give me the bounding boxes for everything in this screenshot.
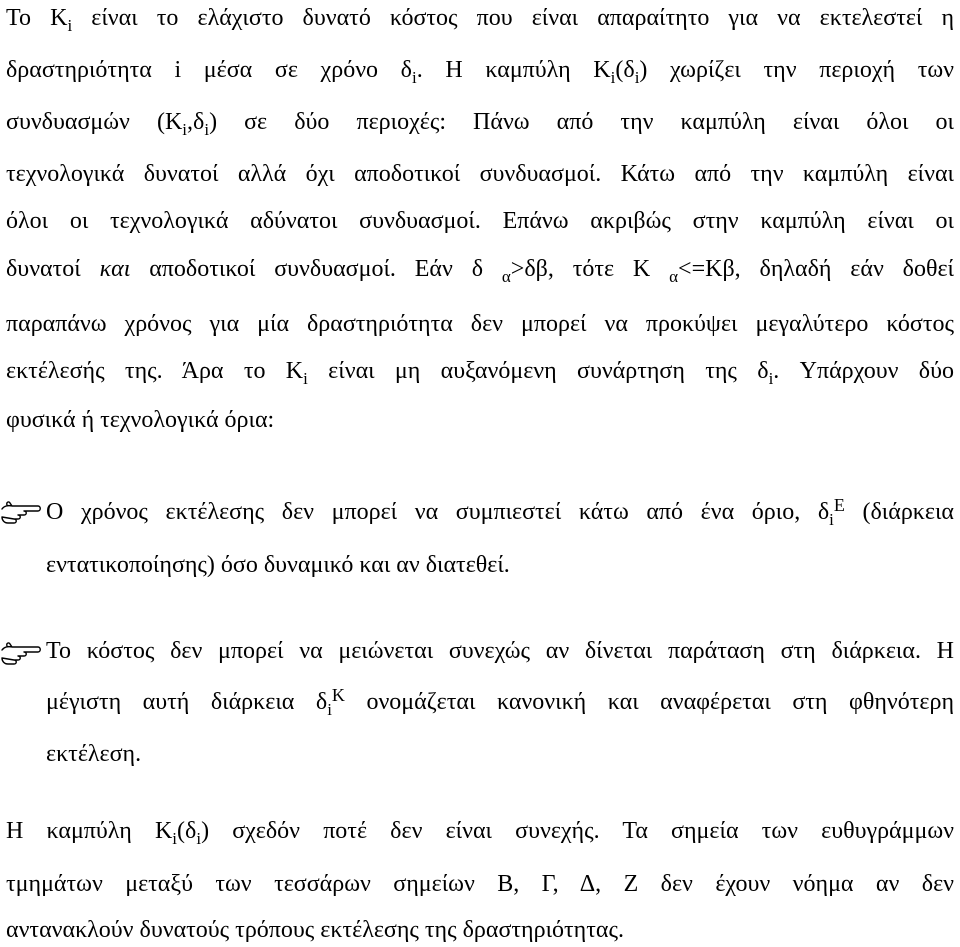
paragraph1-line4: τεχνολογικά δυνατοί αλλά όχι αποδοτικοί συνδυασμοί. Κάτω από την καμπύλη είναι [6,161,954,187]
paragraph1-line2: δραστηριότητα i μέσα σε χρόνο $\delta_i$. Η καμπύλη $K_i(\delta_i)$ χωρίζει την περιοχή των [6,57,954,87]
bullet2-line3: εκτέλεση. [46,741,142,767]
paragraph2-line1: Η καμπύλη $K_i(\delta_i)$ σχεδόν ποτέ δεν είναι συνεχής. Τα σημεία των ευθυγράμμων [6,818,955,848]
paragraph1-line3: συνδυασμών $(K_i,\delta_i)$ σε δύο περιοχές: Πάνω από την καμπύλη είναι όλοι οι [6,109,954,139]
bullet1-line1: Ο χρόνος εκτέλεσης δεν μπορεί να συμπιεστεί κάτω από ένα όριο, $\delta_i^E$ (διάρκεια [46,495,955,529]
pointing-hand-icon [0,641,42,667]
paragraph2-line3: αντανακλούν δυνατούς τρόπους εκτέλεσης της δραστηριότητας. [6,917,624,943]
paragraph1-line9: φυσικά ή τεχνολογικά όρια: [6,407,275,433]
bullet2-line1: Το κόστος δεν μπορεί να μειώνεται συνεχώς αν δίνεται παράταση στη διάρκεια. Η [46,638,954,664]
bullet2-line2: μέγιστη αυτή διάρκεια $\delta_i^K$ ονομάζεται κανονική και αναφέρεται στη φθηνότερη [46,685,954,719]
paragraph1-line8: εκτέλεσής της. Άρα το $K_i$ είναι μη αυξανόμενη συνάρτηση της $\delta_i$. Υπάρχουν δύο [6,358,954,388]
paragraph1-line6: δυνατοί και αποδοτικοί συνδυασμοί. Εάν δ $_\alpha$>δβ, τότε K $_\alpha$<=Kβ, δηλαδή εάν δοθεί [6,256,954,286]
paragraph1-line7: παραπάνω χρόνος για μία δραστηριότητα δεν μπορεί να προκύψει μεγαλύτερο κόστος [6,311,954,337]
paragraph1-line5: όλοι οι τεχνολογικά αδύνατοι συνδυασμοί. Επάνω ακριβώς στην καμπύλη είναι οι [6,208,954,234]
paragraph2-line2: τμημάτων μεταξύ των τεσσάρων σημείων Β, Γ, Δ, Ζ δεν έχουν νόημα αν δεν [6,871,954,897]
paragraph1-line1: Το $K_i$ είναι το ελάχιστο δυνατό κόστος που είναι απαραίτητο για να εκτελεστεί η [6,5,955,35]
bullet1-line2: εντατικοποίησης) όσο δυναμικό και αν διατεθεί. [46,552,510,578]
pointing-hand-icon [0,500,42,526]
